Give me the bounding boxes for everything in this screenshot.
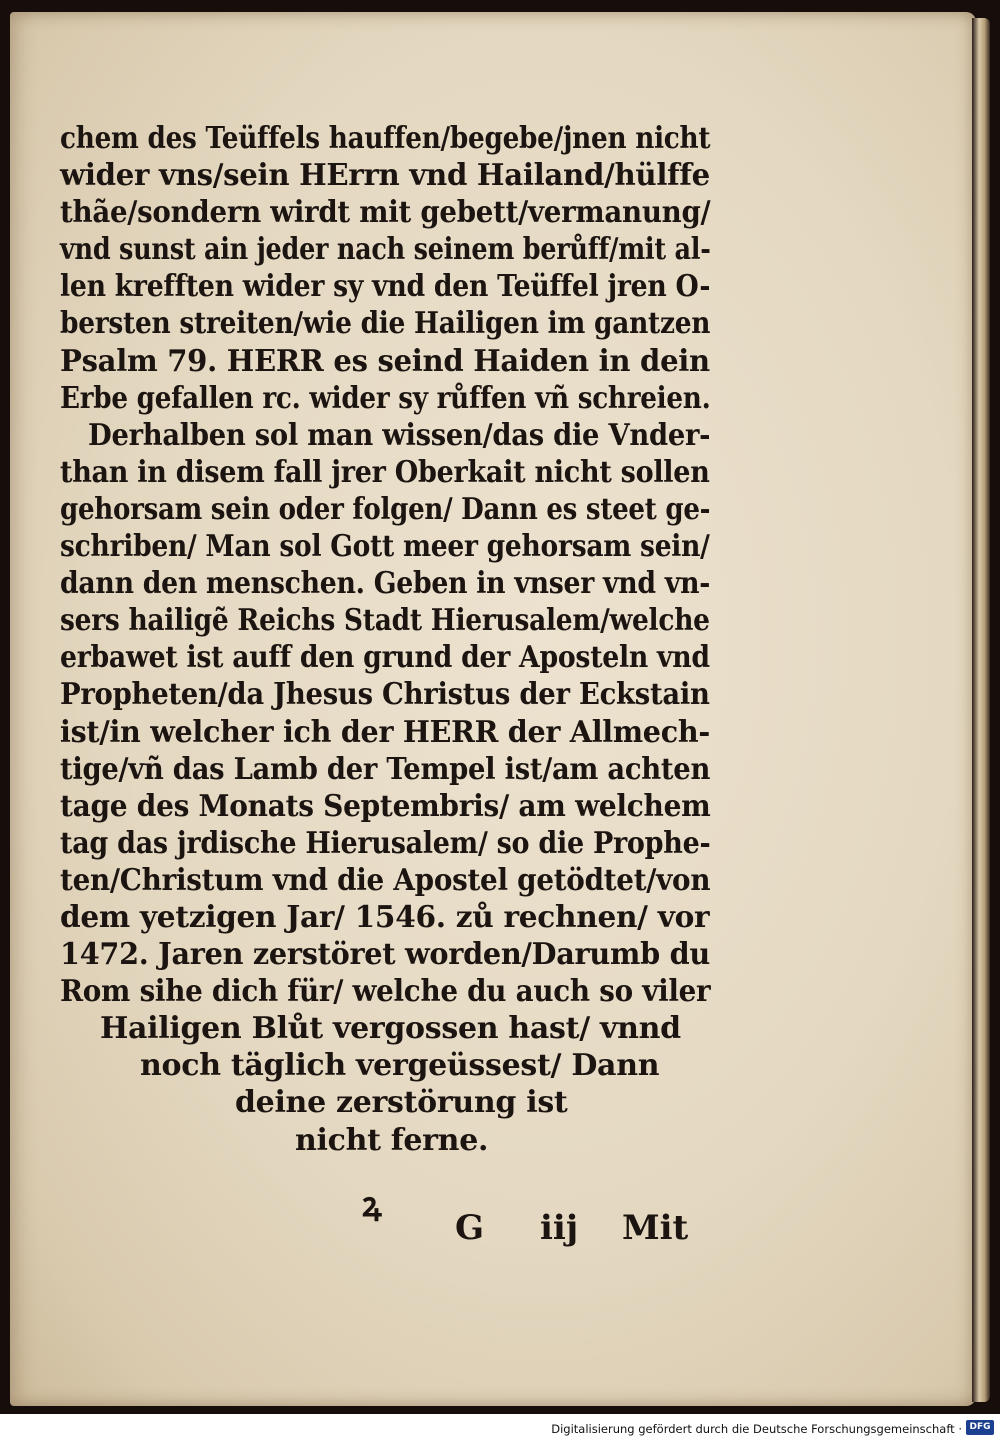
text-line: noch täglich vergeüssest/ Dann [140,1048,660,1084]
text-line: wider vns/sein HErrn vnd Hailand/hülffe [60,158,710,194]
text-line: len krefften wider sy vnd den Teüffel jren O- [60,269,711,305]
text-line: bersten streiten/wie die Hailigen im gantzen [60,306,711,342]
text-line: 1472. Jaren zerstöret worden/Darumb du [60,937,710,973]
text-line: ist/in welcher ich der HERR der Allmech- [60,714,710,750]
text-line: Propheten/da Jhesus Christus der Eckstain [60,677,710,713]
text-line: erbawet ist auff den grund der Aposteln vnd [60,640,710,676]
text-line: dann den menschen. Geben in vnser vnd vn- [60,566,711,602]
text-line: than in disem fall jrer Oberkait nicht sollen [60,454,710,490]
body-text [60,120,710,1159]
text-line: dem yetzigen Jar/ 1546. zů rechnen/ vor [60,899,710,935]
text-line: Psalm 79. HERR es seind Haiden in dein [60,343,710,379]
text-line: Derhalben sol man wissen/das die Vnder- [88,417,711,453]
text-line: Erbe gefallen rc. wider sy růffen vñ schreien. [60,380,711,416]
page-edge [972,18,990,1402]
text-line: Rom sihe dich für/ welche du auch so viler [60,974,711,1010]
text-line: nicht ferne. [295,1122,489,1158]
text-line: vnd sunst ain jeder nach seinem berůff/mit al- [60,232,711,268]
text-line: ten/Christum vnd die Apostel getödtet/von [60,862,711,898]
text-line: gehorsam sein oder folgen/ Dann es steet ge- [60,491,711,527]
footer-bar [0,1414,1000,1444]
text-line: deine zerstörung ist [235,1085,568,1121]
text-line: chem des Teüffels hauffen/begebe/jnen nicht [60,121,711,156]
catchword: Mit [622,1208,689,1248]
signature-number: iij [540,1208,579,1248]
text-line: tag das jrdische Hierusalem/ so die Prophe- [60,825,711,861]
funding-notice: Digitalisierung gefördert durch die Deutsche Forschungsgemeinschaft · [551,1422,962,1436]
signature-letter: G [455,1208,485,1248]
text-line: sers hailigẽ Reichs Stadt Hierusalem/welche [60,603,710,639]
dfg-logo: DFG [966,1420,994,1435]
end-mark: ꝝ [362,1185,382,1225]
signature-line [0,1208,1000,1258]
text-line: tige/vñ das Lamb der Tempel ist/am achten [60,751,711,787]
text-line: Hailigen Blůt vergossen hast/ vnnd [100,1011,681,1047]
text-line: schriben/ Man sol Gott meer gehorsam sein/ [60,529,710,565]
text-line: tage des Monats Septembris/ am welchem [60,788,711,824]
text-line: thãe/sondern wirdt mit gebett/vermanung/ [60,195,711,231]
